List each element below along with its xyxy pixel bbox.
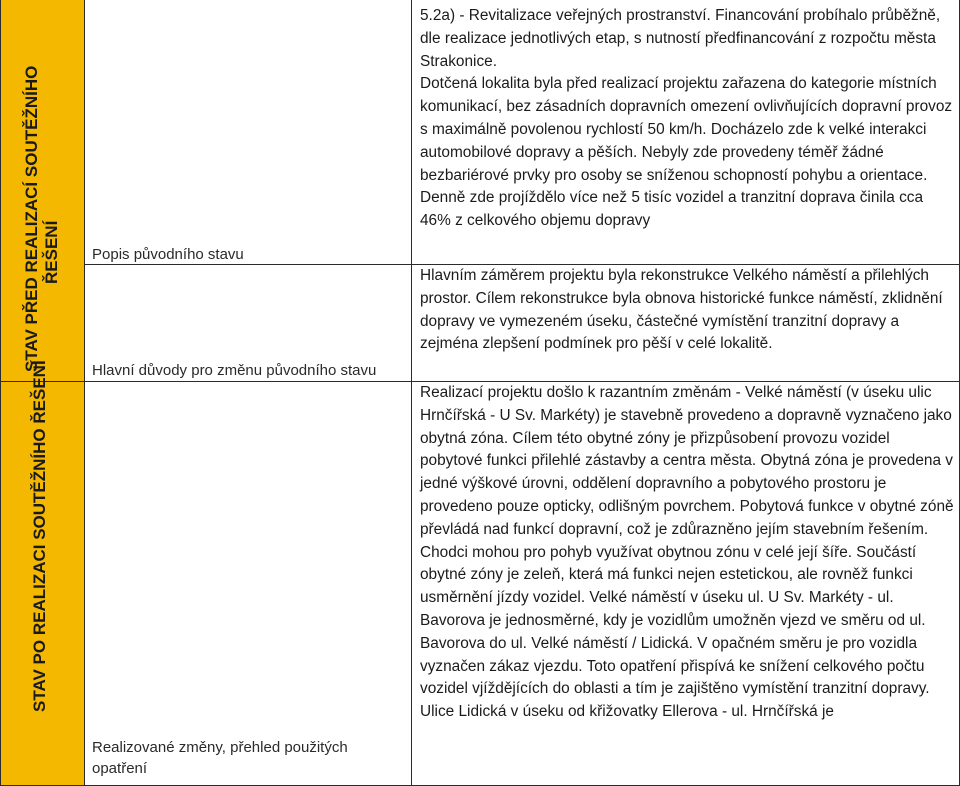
section-label-before-line2: ŘEŠENÍ xyxy=(42,220,61,284)
section-label-before-line1: STAV PŘED REALIZACÍ SOUTĚŽNÍHO xyxy=(22,65,41,372)
changes-paragraph: Realizací projektu došlo k razantním změnám - Velké náměstí (v úseku ulic Hrnčířská - U Sv. Markéty) je stavebně provedeno a dopravně vyznačeno jako obytná zóna. Cílem této obytné zóny je přizpůsobení provozu vozidel pobytové funkci přilehlé zástavby a centra města. Obytná zóna je provedena v jedné výškové úrovni, oddělení dopravního a pobytového prostoru je provedeno pouze opticky, odlišným povrchem. Pobytová funkce v obytné zóně převládá nad funkcí dopravní, což je zdůrazněno jejím stavebním řešením. Chodci mohou pro pohyb využívat obytnou zónu v celé její šíře. Součástí obytné zóny je zeleň, která má funkci nejen estetickou, ale rovněž funkci usměrnění jízdy vozidel. Velké náměstí v úseku ul. U Sv. Markéty - ul. Bavorova je jednosměrné, kdy je vozidlům umožněn vjezd ve směru od ul. Bavorova do ul. Velké náměstí / Lidická. V opačném směru je pro vozidla vyznačen zákaz vjezdu. Toto opatření přispívá ke snížení celkového počtu vozidel vjíždějících do oblasti a tím je zajištěno vymístění tranzitní dopravy. Ulice Lidická v úseku od křižovatky Ellerova - ul. Hrnčířská je xyxy=(420,384,954,721)
row-label-changes: Realizované změny, přehled použitých opatření xyxy=(92,739,348,777)
original-state-paragraph: Dotčená lokalita byla před realizací projektu zařazena do kategorie místních komunikací, bez zásadních dopravních omezení ovlivňujících dopravní provoz s maximálně povolenou rychlostí 50 km/h. Docházelo zde k velké interakci automobilové dopravy a pěších. Nebyly zde provedeny téměř žádné bezbariérové prvky pro osoby se sníženou schopností pohybu a orientace. Denně zde projíždělo více než 5 tisíc vozidel a tranzitní doprava činila cca 46% z celkového objemu dopravy xyxy=(420,75,953,230)
changes-content xyxy=(420,382,954,724)
section-label-after-text: STAV PO REALIZACI SOUTĚŽNÍHO ŘEŠENÍ xyxy=(30,360,49,712)
reasons-content xyxy=(420,265,954,356)
reasons-paragraph: Hlavním záměrem projektu byla rekonstrukce Velkého náměstí a přilehlých prostor. Cílem rekonstrukce byla obnova historické funkce náměstí, zklidnění dopravy ve vymezeném úseku, částečné vymístění tranzitní dopravy a zejména zlepšení podmínek pro pěší v celé lokalitě. xyxy=(420,267,943,353)
section-label-after xyxy=(30,360,50,712)
grid-line xyxy=(84,0,85,786)
funding-paragraph: 5.2a) - Revitalizace veřejných prostranství. Financování probíhalo průběžně, dle realizace jednotlivých etap, s nutností předfinancování z rozpočtu města Strakonice. xyxy=(420,7,941,70)
original-state-content xyxy=(420,5,954,233)
grid-line xyxy=(0,0,1,786)
section-label-before xyxy=(22,66,62,372)
row-label-original-state: Popis původního stavu xyxy=(92,246,244,263)
row-label-reasons: Hlavní důvody pro změnu původního stavu xyxy=(92,362,377,379)
label-column xyxy=(84,0,411,786)
grid-line xyxy=(411,0,412,786)
